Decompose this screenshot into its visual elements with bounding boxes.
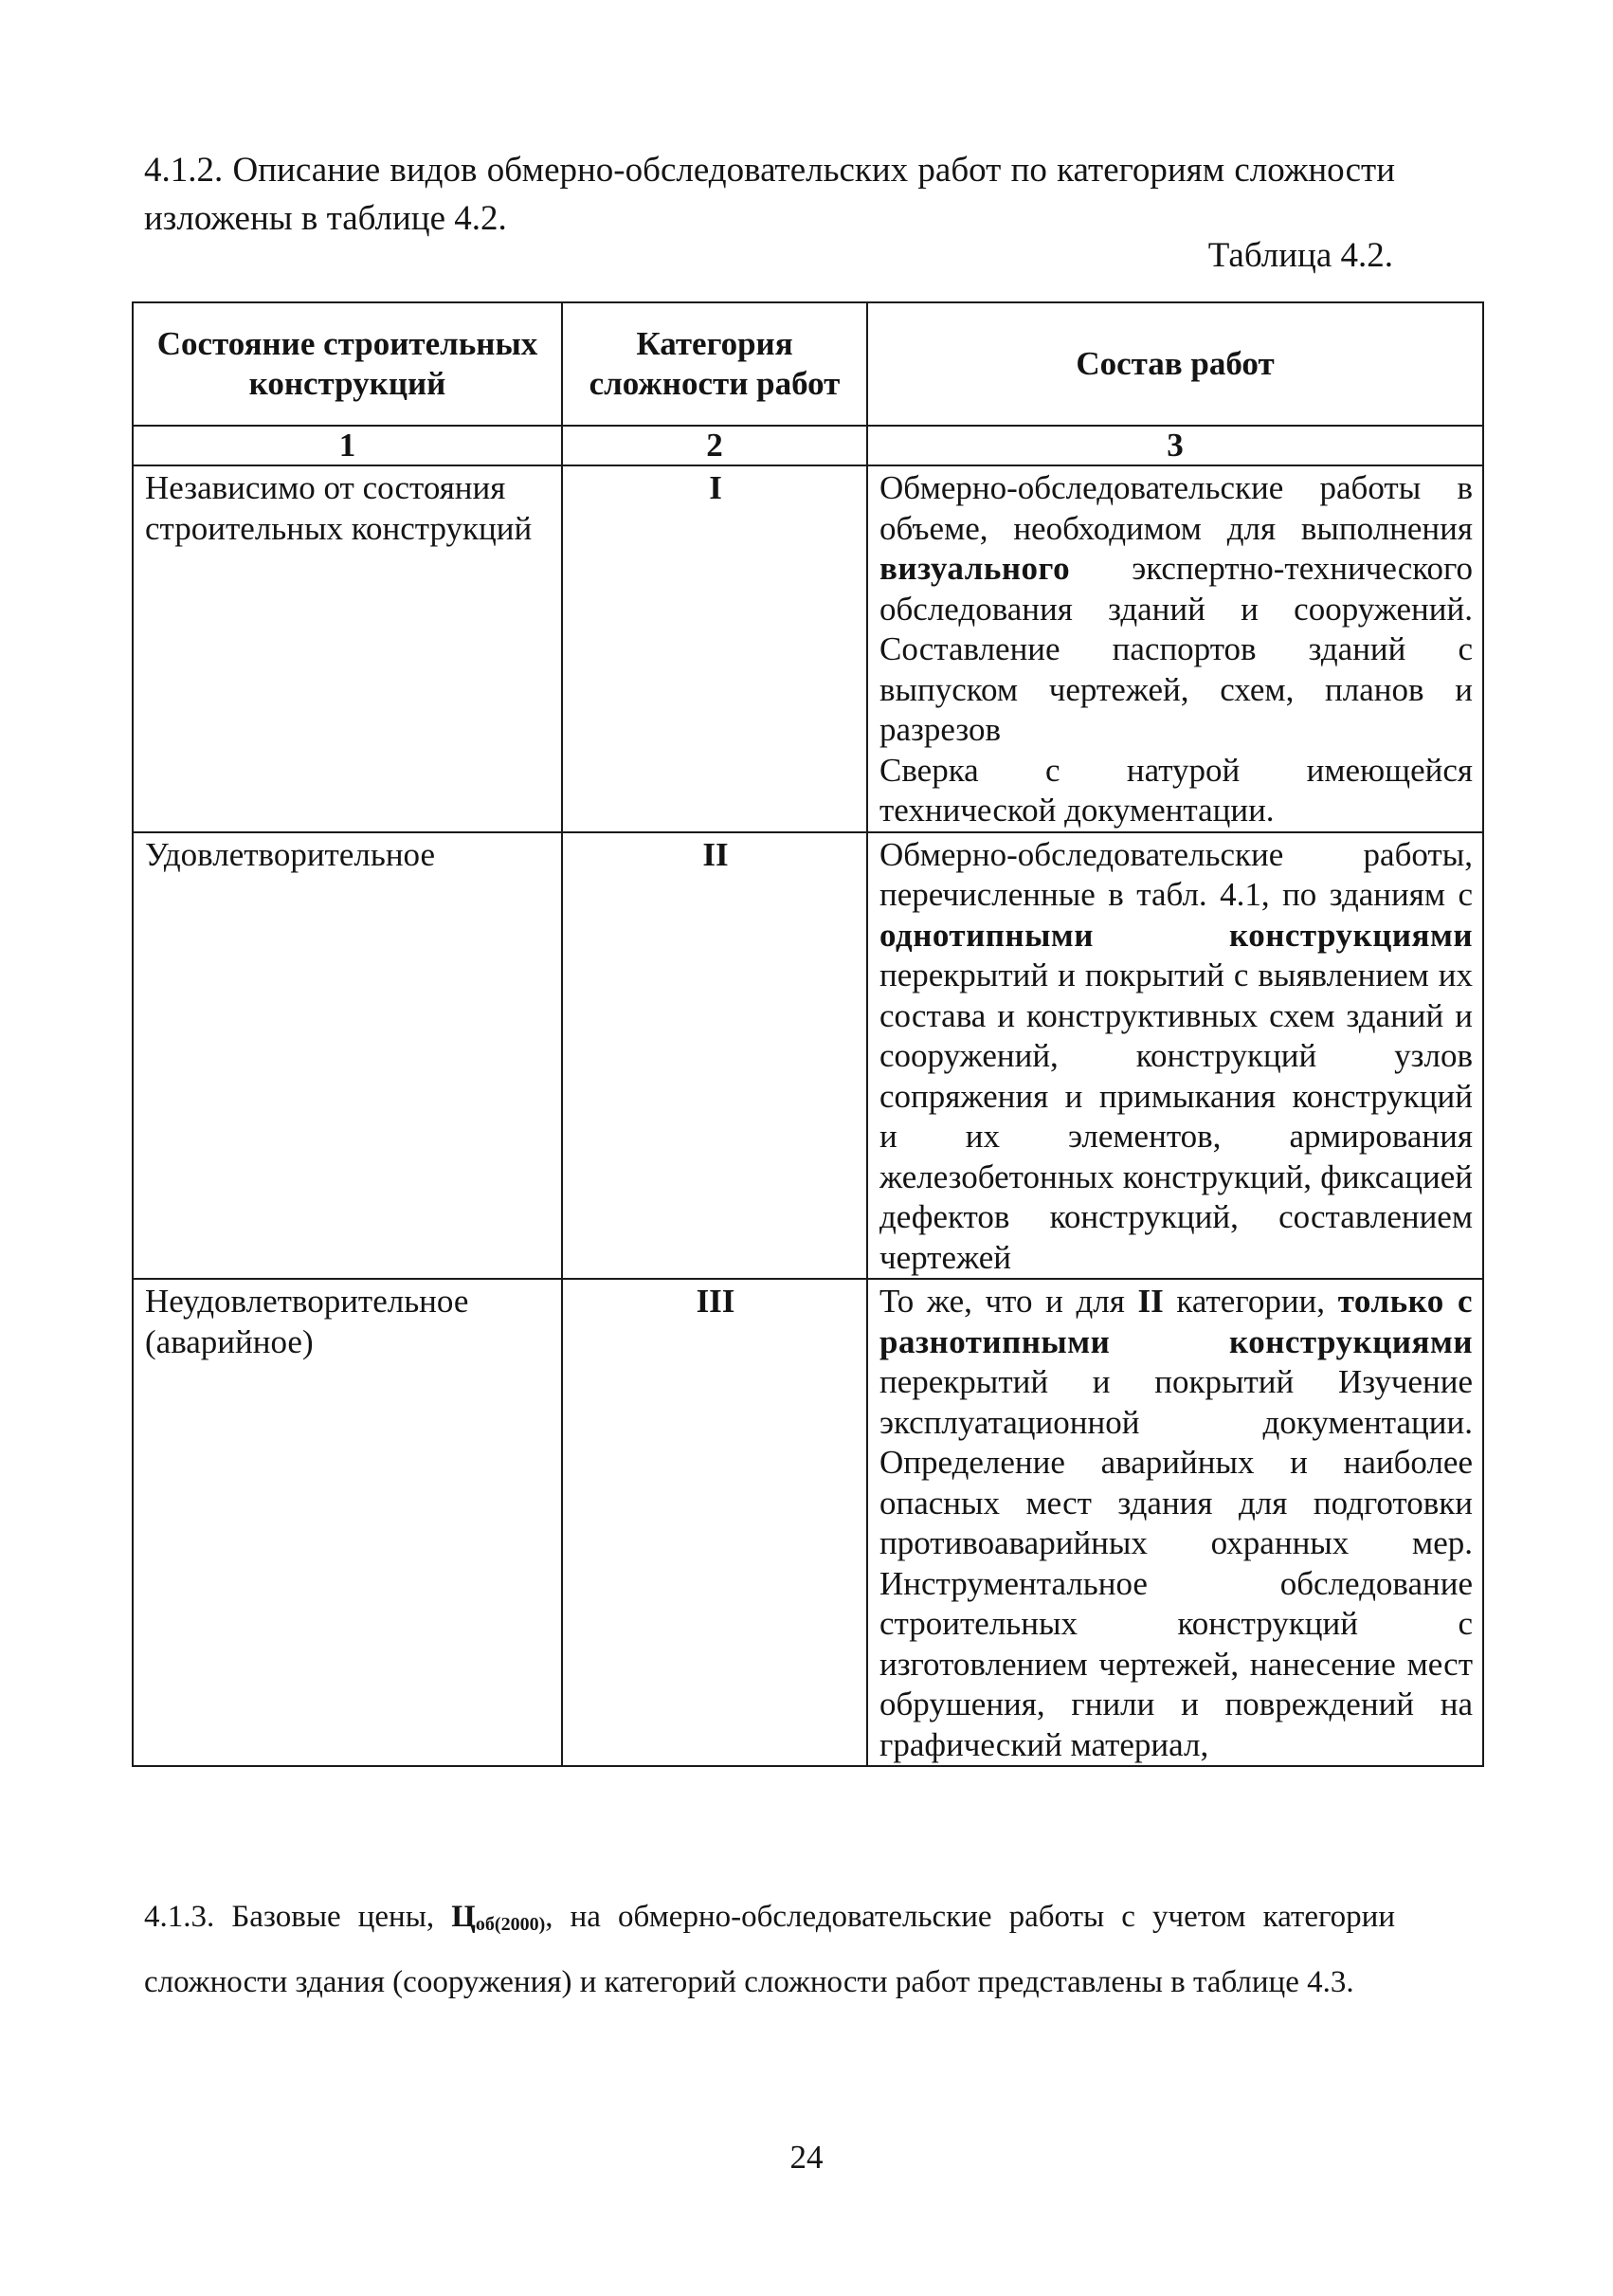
column-number-3: 3 <box>867 426 1483 465</box>
table-4-2 <box>132 301 1484 1767</box>
paragraph-text: 4.1.3. Базовые цены, <box>144 1900 452 1934</box>
page-number: 24 <box>789 2139 824 2176</box>
header-category: Категория сложности работ <box>562 302 867 426</box>
composition-text: категории, <box>1163 1283 1338 1320</box>
table-row <box>133 465 1483 832</box>
table-header-row <box>133 302 1483 426</box>
composition-paragraph <box>879 468 1473 751</box>
header-state: Состояние строительных конструкций <box>133 302 562 426</box>
table-row <box>133 832 1483 1280</box>
row-state: Независимо от состояния строительных конструкций <box>133 465 562 832</box>
composition-paragraph: Сверка с натурой имеющейся технической документации. <box>879 751 1473 829</box>
price-symbol-letter: Ц <box>451 1900 476 1934</box>
row-category: II <box>562 832 867 1280</box>
composition-text: То же, что и для <box>879 1283 1138 1320</box>
column-number-2: 2 <box>562 426 867 465</box>
row-state: Неудовлетворительное (аварийное) <box>133 1279 562 1766</box>
intro-paragraph <box>144 146 1395 243</box>
composition-text: перекрытий и покрытий Изучение эксплуатационной документации. Определение аварийных и наиболее опасных мест здания для подготовки противоаварийных охранных мер. Инструментальное обследование строительных конструкций с изготовлением чертежей, нанесение мест обрушения, гнили и повреждений на графический материал, <box>879 1363 1473 1763</box>
row-state: Удовлетворительное <box>133 832 562 1280</box>
paragraph-text: , на обмерно-обследовательские работы с учетом категории сложности здания (сооружения) и категорий сложности работ представлены в таблице 4.3. <box>144 1900 1396 1999</box>
row-composition <box>867 1279 1483 1766</box>
row-category: I <box>562 465 867 832</box>
section-4-1-3-text <box>144 1888 1395 2012</box>
row-category: III <box>562 1279 867 1766</box>
composition-emphasis: однотипными конструкциями <box>879 916 1473 954</box>
table-caption: Таблица 4.2. <box>1207 236 1393 275</box>
composition-emphasis: только с разнотипными конструкциями <box>879 1283 1473 1360</box>
column-number-row <box>133 426 1483 465</box>
price-symbol-subscript: об(2000) <box>475 1914 546 1935</box>
row-composition <box>867 832 1483 1280</box>
composition-text: Обмерно-обследовательские работы, перечисленные в табл. 4.1, по зданиям с <box>879 835 1473 913</box>
column-number-1: 1 <box>133 426 562 465</box>
section-4-1-3-paragraph <box>144 1888 1395 2012</box>
composition-emphasis: визуального <box>879 550 1071 587</box>
row-composition <box>867 465 1483 832</box>
price-symbol <box>451 1900 545 1934</box>
composition-text: перекрытий и покрытий с выявлением их состава и конструктивных схем зданий и сооружений, конструкций узлов сопряжения и примыкания конструкций и их элементов, армирования железобетонных конструкций, фиксацией дефектов конструкций, составлением чертежей <box>879 957 1473 1276</box>
composition-emphasis: II <box>1137 1283 1164 1320</box>
intro-text: 4.1.2. Описание видов обмерно-обследовательских работ по категориям сложности изложены в таблице 4.2. <box>144 151 1395 238</box>
composition-text: Обмерно-обследовательские работы в объеме, необходимом для выполнения <box>879 469 1473 547</box>
composition-text: экспертно-технического обследования зданий и сооружений. Составление паспортов зданий с выпуском чертежей, схем, планов и разрезов <box>879 550 1473 748</box>
table-row <box>133 1279 1483 1766</box>
header-composition: Состав работ <box>867 302 1483 426</box>
